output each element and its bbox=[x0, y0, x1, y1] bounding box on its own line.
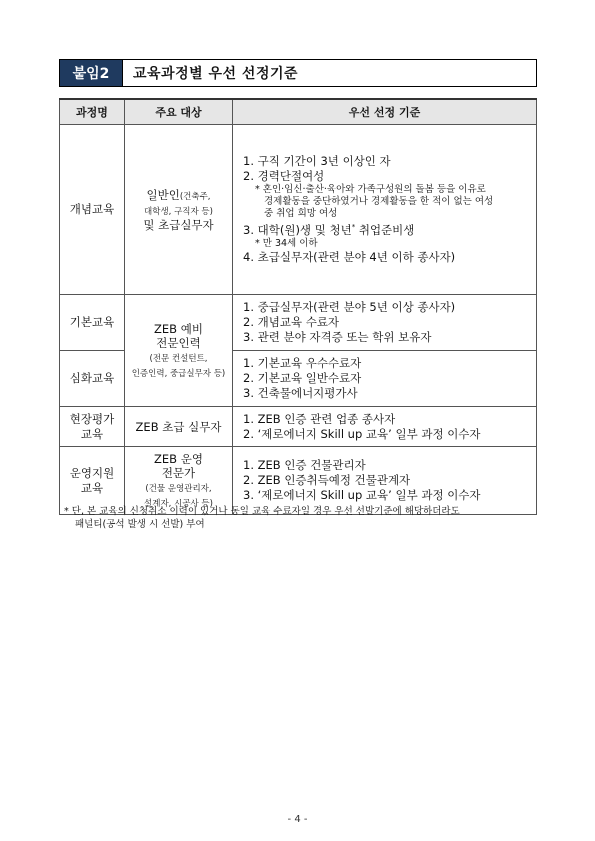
table-row bbox=[60, 125, 537, 295]
criteria-item: 3. 관련 분야 자격증 또는 학위 보유자 bbox=[243, 330, 432, 344]
target-audience: 일반인(건축주, 대학생, 구직자 등) 및 초급실무자 bbox=[125, 125, 233, 295]
target-audience: ZEB 초급 실무자 bbox=[125, 407, 233, 447]
target-audience: ZEB 예비 전문인력 (전문 컨설턴트, 인증인력, 중급실무자 등) bbox=[125, 295, 233, 407]
page-number: - 4 - bbox=[287, 814, 308, 825]
criteria-item: 1. 기본교육 우수수료자 bbox=[243, 356, 362, 370]
footnote: * 단, 본 교육의 신청취소 이력이 있거나 동일 교육 수료자일 경우 우선 선발기준에 해당하더라도 패널티(공석 발생 시 선발) 부여 bbox=[64, 506, 460, 530]
course-name: 현장평가 교육 bbox=[60, 407, 125, 447]
criteria-list bbox=[233, 407, 537, 447]
table-header-row bbox=[60, 99, 537, 125]
criteria-item: 1. 구직 기간이 3년 이상인 자 bbox=[243, 154, 391, 169]
criteria-item: 1. 중급실무자(관련 분야 5년 이상 종사자) bbox=[243, 300, 456, 314]
header-criteria: 우선 선정 기준 bbox=[233, 99, 537, 125]
section-title: 교육과정별 우선 선정기준 bbox=[133, 66, 299, 82]
criteria-table bbox=[59, 98, 537, 515]
criteria-note: * 만 34세 이하 bbox=[255, 237, 318, 249]
criteria-item: 1. ZEB 인증 건물관리자 bbox=[243, 458, 366, 472]
criteria-item: 3. 건축물에너지평가사 bbox=[243, 386, 358, 400]
criteria-item: 2. 개념교육 수료자 bbox=[243, 315, 340, 329]
criteria-list bbox=[233, 351, 537, 407]
criteria-item: 3. 대학(원)생 및 청년* 취업준비생 bbox=[243, 222, 415, 237]
criteria-list bbox=[233, 125, 537, 295]
course-name: 운영지원 교육 bbox=[60, 447, 125, 515]
table-row bbox=[60, 407, 537, 447]
header-course: 과정명 bbox=[60, 99, 125, 125]
header-target: 주요 대상 bbox=[125, 99, 233, 125]
criteria-list bbox=[233, 295, 537, 351]
criteria-note: * 혼인·임신·출산·육아와 가족구성원의 돌봄 등을 이유로 경제활동을 중단하였거나 경제활동을 한 적이 없는 여성 중 취업 희망 여성 bbox=[255, 184, 494, 220]
criteria-item: 2. ‘제로에너지 Skill up 교육’ 일부 과정 이수자 bbox=[243, 426, 481, 441]
attachment-badge: 붙임2 bbox=[60, 60, 123, 86]
course-name: 기본교육 bbox=[60, 295, 125, 351]
criteria-item: 2. 기본교육 일반수료자 bbox=[243, 371, 362, 385]
criteria-item: 4. 초급실무자(관련 분야 4년 이하 종사자) bbox=[243, 249, 456, 264]
criteria-item: 1. ZEB 인증 관련 업종 종사자 bbox=[243, 411, 396, 426]
course-name: 개념교육 bbox=[60, 125, 125, 295]
criteria-item: 3. ‘제로에너지 Skill up 교육’ 일부 과정 이수자 bbox=[243, 488, 481, 502]
criteria-item: 2. 경력단절여성 bbox=[243, 169, 325, 184]
section-header bbox=[59, 59, 537, 87]
target-audience: ZEB 운영 전문가 (건물 운영관리자, 설계자, 시공사 등) bbox=[125, 447, 233, 515]
table-row bbox=[60, 295, 537, 351]
course-name: 심화교육 bbox=[60, 351, 125, 407]
criteria-item: 2. ZEB 인증취득예정 건물관계자 bbox=[243, 473, 411, 487]
